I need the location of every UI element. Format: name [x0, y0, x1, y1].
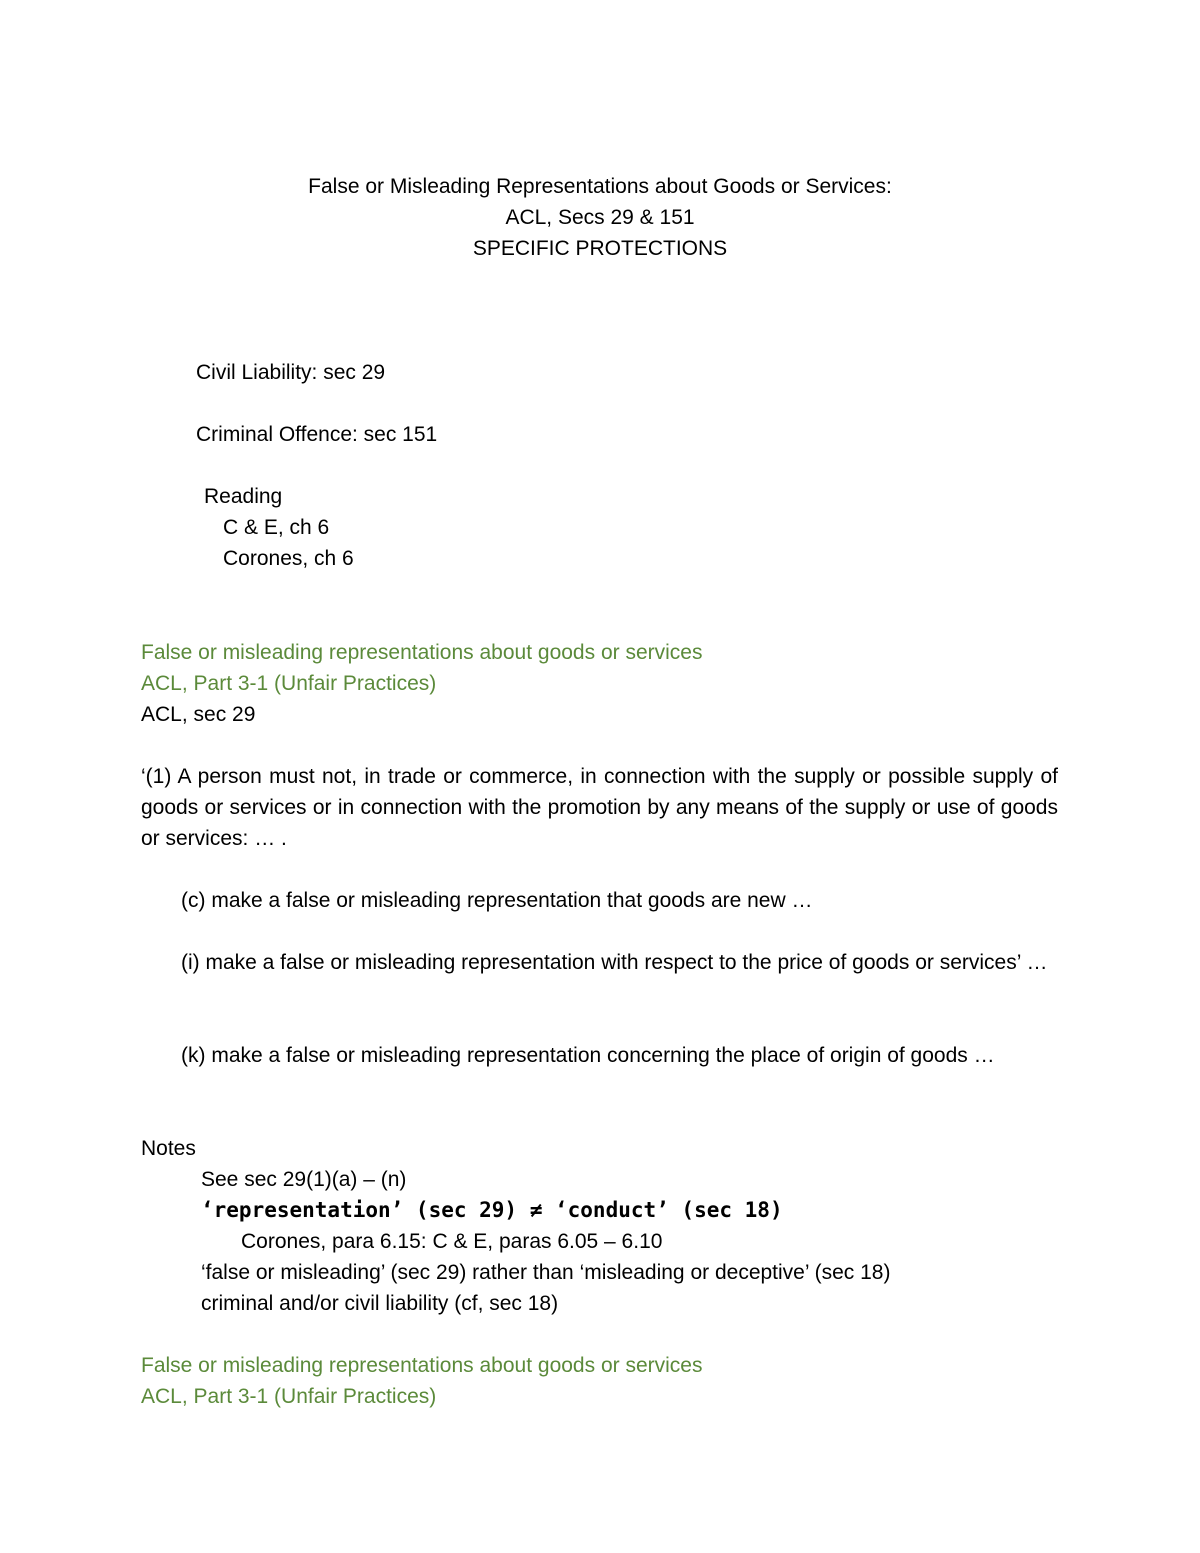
criminal-offence-line: Criminal Offence: sec 151 [196, 423, 438, 446]
document-title: False or Misleading Representations about Goods or Services: [308, 175, 892, 198]
section-heading: False or misleading representations about goods or services [141, 641, 703, 664]
statute-item-k: (k) make a false or misleading representation concerning the place of origin of goods … [181, 1044, 995, 1067]
civil-liability-line: Civil Liability: sec 29 [196, 361, 386, 384]
notes-item-emphasis: ‘representation’ (sec 29) ≠ ‘conduct’ (sec 18) [201, 1198, 783, 1222]
section-subheading: ACL, Part 3-1 (Unfair Practices) [141, 672, 437, 695]
reading-heading: Reading [204, 485, 283, 508]
section-heading: False or misleading representations about goods or services [141, 1354, 703, 1377]
notes-subitem: Corones, para 6.15: C & E, paras 6.05 – 6.10 [241, 1230, 663, 1253]
reading-item: C & E, ch 6 [223, 516, 330, 539]
reading-item: Corones, ch 6 [223, 547, 354, 570]
statute-item-i: (i) make a false or misleading representation with respect to the price of goods or services’ … [181, 951, 1048, 974]
statute-quote: ‘(1) A person must not, in trade or commerce, in connection with the supply or possible supply of goods or services or in connection with the promotion by any means of the supply or use of goods or services: … . [141, 765, 1058, 850]
document-subtitle: ACL, Secs 29 & 151 [505, 206, 695, 229]
statute-item-c: (c) make a false or misleading representation that goods are new … [181, 889, 813, 912]
notes-item: ‘false or misleading’ (sec 29) rather than ‘misleading or deceptive’ (sec 18) [201, 1261, 891, 1284]
notes-heading: Notes [141, 1137, 196, 1160]
document-category: SPECIFIC PROTECTIONS [472, 237, 728, 260]
notes-item: criminal and/or civil liability (cf, sec 18) [201, 1292, 559, 1315]
section-subheading: ACL, Part 3-1 (Unfair Practices) [141, 1385, 437, 1408]
section-source: ACL, sec 29 [141, 703, 256, 726]
notes-item: See sec 29(1)(a) – (n) [201, 1168, 407, 1191]
